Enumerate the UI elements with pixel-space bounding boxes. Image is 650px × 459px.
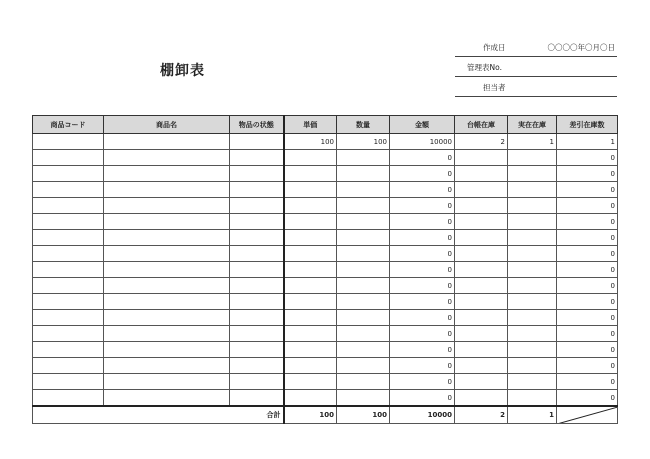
table-cell[interactable] (284, 166, 337, 182)
table-cell[interactable] (284, 150, 337, 166)
table-cell[interactable]: 0 (390, 326, 455, 342)
table-row (33, 278, 618, 294)
table-cell[interactable]: 0 (390, 294, 455, 310)
table-cell[interactable] (284, 214, 337, 230)
table-row (33, 310, 618, 326)
total-amount: 10000 (390, 406, 455, 424)
table-cell[interactable]: 100 (337, 134, 390, 150)
table-cell[interactable] (508, 326, 557, 342)
table-cell[interactable] (508, 358, 557, 374)
table-cell[interactable] (337, 246, 390, 262)
table-row (33, 342, 618, 358)
table-cell[interactable] (337, 326, 390, 342)
table-cell[interactable] (33, 150, 104, 166)
table-cell[interactable] (104, 150, 230, 166)
table-cell[interactable] (104, 326, 230, 342)
table-cell[interactable] (230, 230, 284, 246)
total-diff-diagonal-cell (557, 406, 618, 424)
table-header-row (33, 116, 618, 134)
table-cell[interactable] (455, 182, 508, 198)
table-cell[interactable]: 0 (557, 246, 618, 262)
table-cell[interactable] (33, 278, 104, 294)
table-row (33, 134, 618, 150)
table-cell[interactable] (230, 166, 284, 182)
table-row (33, 214, 618, 230)
table-row (33, 390, 618, 407)
table-cell[interactable] (230, 310, 284, 326)
table-cell[interactable] (33, 310, 104, 326)
table-cell[interactable] (104, 342, 230, 358)
table-cell[interactable] (508, 310, 557, 326)
table-cell[interactable] (508, 342, 557, 358)
table-cell[interactable] (337, 342, 390, 358)
table-cell[interactable] (33, 214, 104, 230)
table-cell[interactable]: 0 (390, 182, 455, 198)
table-cell[interactable] (33, 374, 104, 390)
table-cell[interactable] (104, 278, 230, 294)
table-row (33, 358, 618, 374)
table-cell[interactable] (33, 390, 104, 407)
table-cell[interactable] (337, 214, 390, 230)
column-header: 実在在庫 (508, 116, 557, 134)
table-cell[interactable] (104, 294, 230, 310)
table-row (33, 230, 618, 246)
table-cell[interactable] (230, 374, 284, 390)
table-cell[interactable] (508, 246, 557, 262)
table-cell[interactable] (508, 390, 557, 407)
table-cell[interactable] (230, 390, 284, 407)
table-cell[interactable]: 0 (557, 390, 618, 407)
column-header: 単価 (284, 116, 337, 134)
table-row (33, 166, 618, 182)
table-row (33, 262, 618, 278)
table-cell[interactable] (230, 326, 284, 342)
table-cell[interactable] (508, 262, 557, 278)
table-cell[interactable] (284, 182, 337, 198)
table-cell[interactable] (337, 294, 390, 310)
table-cell[interactable] (104, 374, 230, 390)
table-cell[interactable]: 0 (557, 230, 618, 246)
diagonal-line (557, 407, 618, 424)
table-cell[interactable]: 0 (557, 310, 618, 326)
table-cell[interactable] (33, 342, 104, 358)
table-cell[interactable]: 10000 (390, 134, 455, 150)
table-cell[interactable] (455, 390, 508, 407)
table-cell[interactable] (284, 390, 337, 407)
table-cell[interactable]: 0 (557, 326, 618, 342)
meta-block (455, 37, 617, 97)
table-cell[interactable] (337, 198, 390, 214)
table-row (33, 150, 618, 166)
total-label: 合計 (33, 406, 284, 424)
table-cell[interactable] (455, 214, 508, 230)
table-cell[interactable] (508, 166, 557, 182)
table-cell[interactable] (33, 262, 104, 278)
table-cell[interactable] (337, 166, 390, 182)
table-cell[interactable] (508, 294, 557, 310)
table-cell[interactable] (455, 374, 508, 390)
column-header: 商品名 (104, 116, 230, 134)
table-cell[interactable] (284, 310, 337, 326)
meta-row-date (455, 37, 617, 57)
table-cell[interactable] (230, 150, 284, 166)
table-cell[interactable]: 0 (390, 262, 455, 278)
table-cell[interactable] (284, 246, 337, 262)
total-quantity: 100 (337, 406, 390, 424)
table-cell[interactable] (337, 310, 390, 326)
table-cell[interactable] (284, 294, 337, 310)
meta-row-person (455, 77, 617, 97)
table-cell[interactable] (284, 262, 337, 278)
table-cell[interactable]: 0 (557, 182, 618, 198)
table-cell[interactable] (104, 310, 230, 326)
table-row (33, 374, 618, 390)
table-cell[interactable] (33, 246, 104, 262)
table-cell[interactable] (230, 278, 284, 294)
table-cell[interactable] (230, 294, 284, 310)
table-cell[interactable] (104, 166, 230, 182)
column-header: 数量 (337, 116, 390, 134)
table-cell[interactable] (455, 246, 508, 262)
table-cell[interactable]: 0 (390, 198, 455, 214)
table-row (33, 198, 618, 214)
table-cell[interactable]: 1 (557, 134, 618, 150)
meta-label-manage-no: 管理表No. (467, 63, 502, 72)
meta-label-person: 担当者 (483, 83, 506, 92)
meta-row-manage-no (455, 57, 617, 77)
table-cell[interactable] (508, 374, 557, 390)
table-cell[interactable]: 0 (557, 358, 618, 374)
table-cell[interactable] (337, 374, 390, 390)
total-ledger-stock: 2 (455, 406, 508, 424)
table-cell[interactable]: 0 (390, 390, 455, 407)
table-cell[interactable]: 0 (557, 214, 618, 230)
table-cell[interactable] (230, 358, 284, 374)
table-cell[interactable] (33, 326, 104, 342)
column-header: 商品コード (33, 116, 104, 134)
table-cell[interactable]: 0 (390, 214, 455, 230)
total-row (33, 406, 618, 424)
table-cell[interactable]: 0 (557, 342, 618, 358)
table-cell[interactable] (508, 198, 557, 214)
table-cell[interactable] (104, 134, 230, 150)
table-cell[interactable] (455, 326, 508, 342)
table-cell[interactable] (104, 198, 230, 214)
table-cell[interactable] (337, 262, 390, 278)
meta-value-date[interactable]: 〇〇〇〇年〇月〇日 (547, 43, 615, 52)
table-cell[interactable] (230, 214, 284, 230)
table-cell[interactable]: 0 (390, 374, 455, 390)
table-cell[interactable] (284, 230, 337, 246)
table-cell[interactable] (33, 182, 104, 198)
table-cell[interactable] (33, 166, 104, 182)
table-cell[interactable] (337, 390, 390, 407)
total-actual-stock: 1 (508, 406, 557, 424)
table-cell[interactable] (284, 278, 337, 294)
table-cell[interactable] (230, 262, 284, 278)
table-row (33, 294, 618, 310)
table-cell[interactable]: 0 (390, 310, 455, 326)
table-cell[interactable]: 100 (284, 134, 337, 150)
table-cell[interactable]: 0 (390, 246, 455, 262)
table-cell[interactable]: 0 (390, 358, 455, 374)
table-cell[interactable] (455, 358, 508, 374)
table-cell[interactable] (284, 342, 337, 358)
inventory-table (32, 115, 618, 424)
table-cell[interactable]: 0 (390, 278, 455, 294)
table-cell[interactable]: 0 (557, 262, 618, 278)
table-cell[interactable]: 0 (390, 342, 455, 358)
table-cell[interactable]: 0 (557, 166, 618, 182)
table-row (33, 246, 618, 262)
table-cell[interactable] (455, 150, 508, 166)
table-cell[interactable] (104, 182, 230, 198)
table-cell[interactable] (33, 230, 104, 246)
column-header: 台帳在庫 (455, 116, 508, 134)
table-cell[interactable] (508, 214, 557, 230)
table-cell[interactable] (230, 246, 284, 262)
table-row (33, 326, 618, 342)
table-cell[interactable] (104, 358, 230, 374)
table-cell[interactable] (508, 278, 557, 294)
table-cell[interactable] (455, 262, 508, 278)
column-header: 物品の状態 (230, 116, 284, 134)
table-cell[interactable] (508, 182, 557, 198)
table-cell[interactable]: 0 (557, 294, 618, 310)
table-cell[interactable]: 0 (390, 166, 455, 182)
table-cell[interactable]: 0 (557, 150, 618, 166)
table-cell[interactable] (104, 262, 230, 278)
table-cell[interactable] (508, 150, 557, 166)
table-cell[interactable]: 0 (390, 150, 455, 166)
table-cell[interactable]: 0 (390, 230, 455, 246)
table-cell[interactable] (230, 342, 284, 358)
table-cell[interactable]: 0 (557, 278, 618, 294)
column-header: 差引在庫数 (557, 116, 618, 134)
table-cell[interactable] (455, 198, 508, 214)
table-cell[interactable] (508, 230, 557, 246)
table-cell[interactable] (455, 278, 508, 294)
table-cell[interactable] (104, 230, 230, 246)
table-cell[interactable]: 2 (455, 134, 508, 150)
table-cell[interactable] (337, 182, 390, 198)
table-cell[interactable] (230, 134, 284, 150)
table-cell[interactable] (33, 294, 104, 310)
table-cell[interactable] (337, 278, 390, 294)
table-cell[interactable] (455, 230, 508, 246)
table-cell[interactable] (284, 358, 337, 374)
table-cell[interactable] (284, 374, 337, 390)
total-unit-price: 100 (284, 406, 337, 424)
table-cell[interactable]: 1 (508, 134, 557, 150)
table-cell[interactable] (230, 182, 284, 198)
table-cell[interactable] (455, 342, 508, 358)
table-cell[interactable] (33, 198, 104, 214)
table-cell[interactable] (284, 326, 337, 342)
table-cell[interactable] (337, 358, 390, 374)
table-cell[interactable] (104, 246, 230, 262)
table-cell[interactable] (284, 198, 337, 214)
table-row (33, 182, 618, 198)
table-cell[interactable] (104, 214, 230, 230)
table-cell[interactable] (104, 390, 230, 407)
column-header: 金額 (390, 116, 455, 134)
table-cell[interactable] (230, 198, 284, 214)
table-cell[interactable] (33, 358, 104, 374)
table-cell[interactable] (337, 150, 390, 166)
page-title: 棚卸表 (160, 63, 205, 79)
table-cell[interactable] (455, 166, 508, 182)
table-cell[interactable] (455, 294, 508, 310)
table-cell[interactable] (337, 230, 390, 246)
table-cell[interactable]: 0 (557, 198, 618, 214)
meta-label-date: 作成日 (483, 43, 506, 52)
table-cell[interactable]: 0 (557, 374, 618, 390)
table-cell[interactable] (33, 134, 104, 150)
table-cell[interactable] (455, 310, 508, 326)
